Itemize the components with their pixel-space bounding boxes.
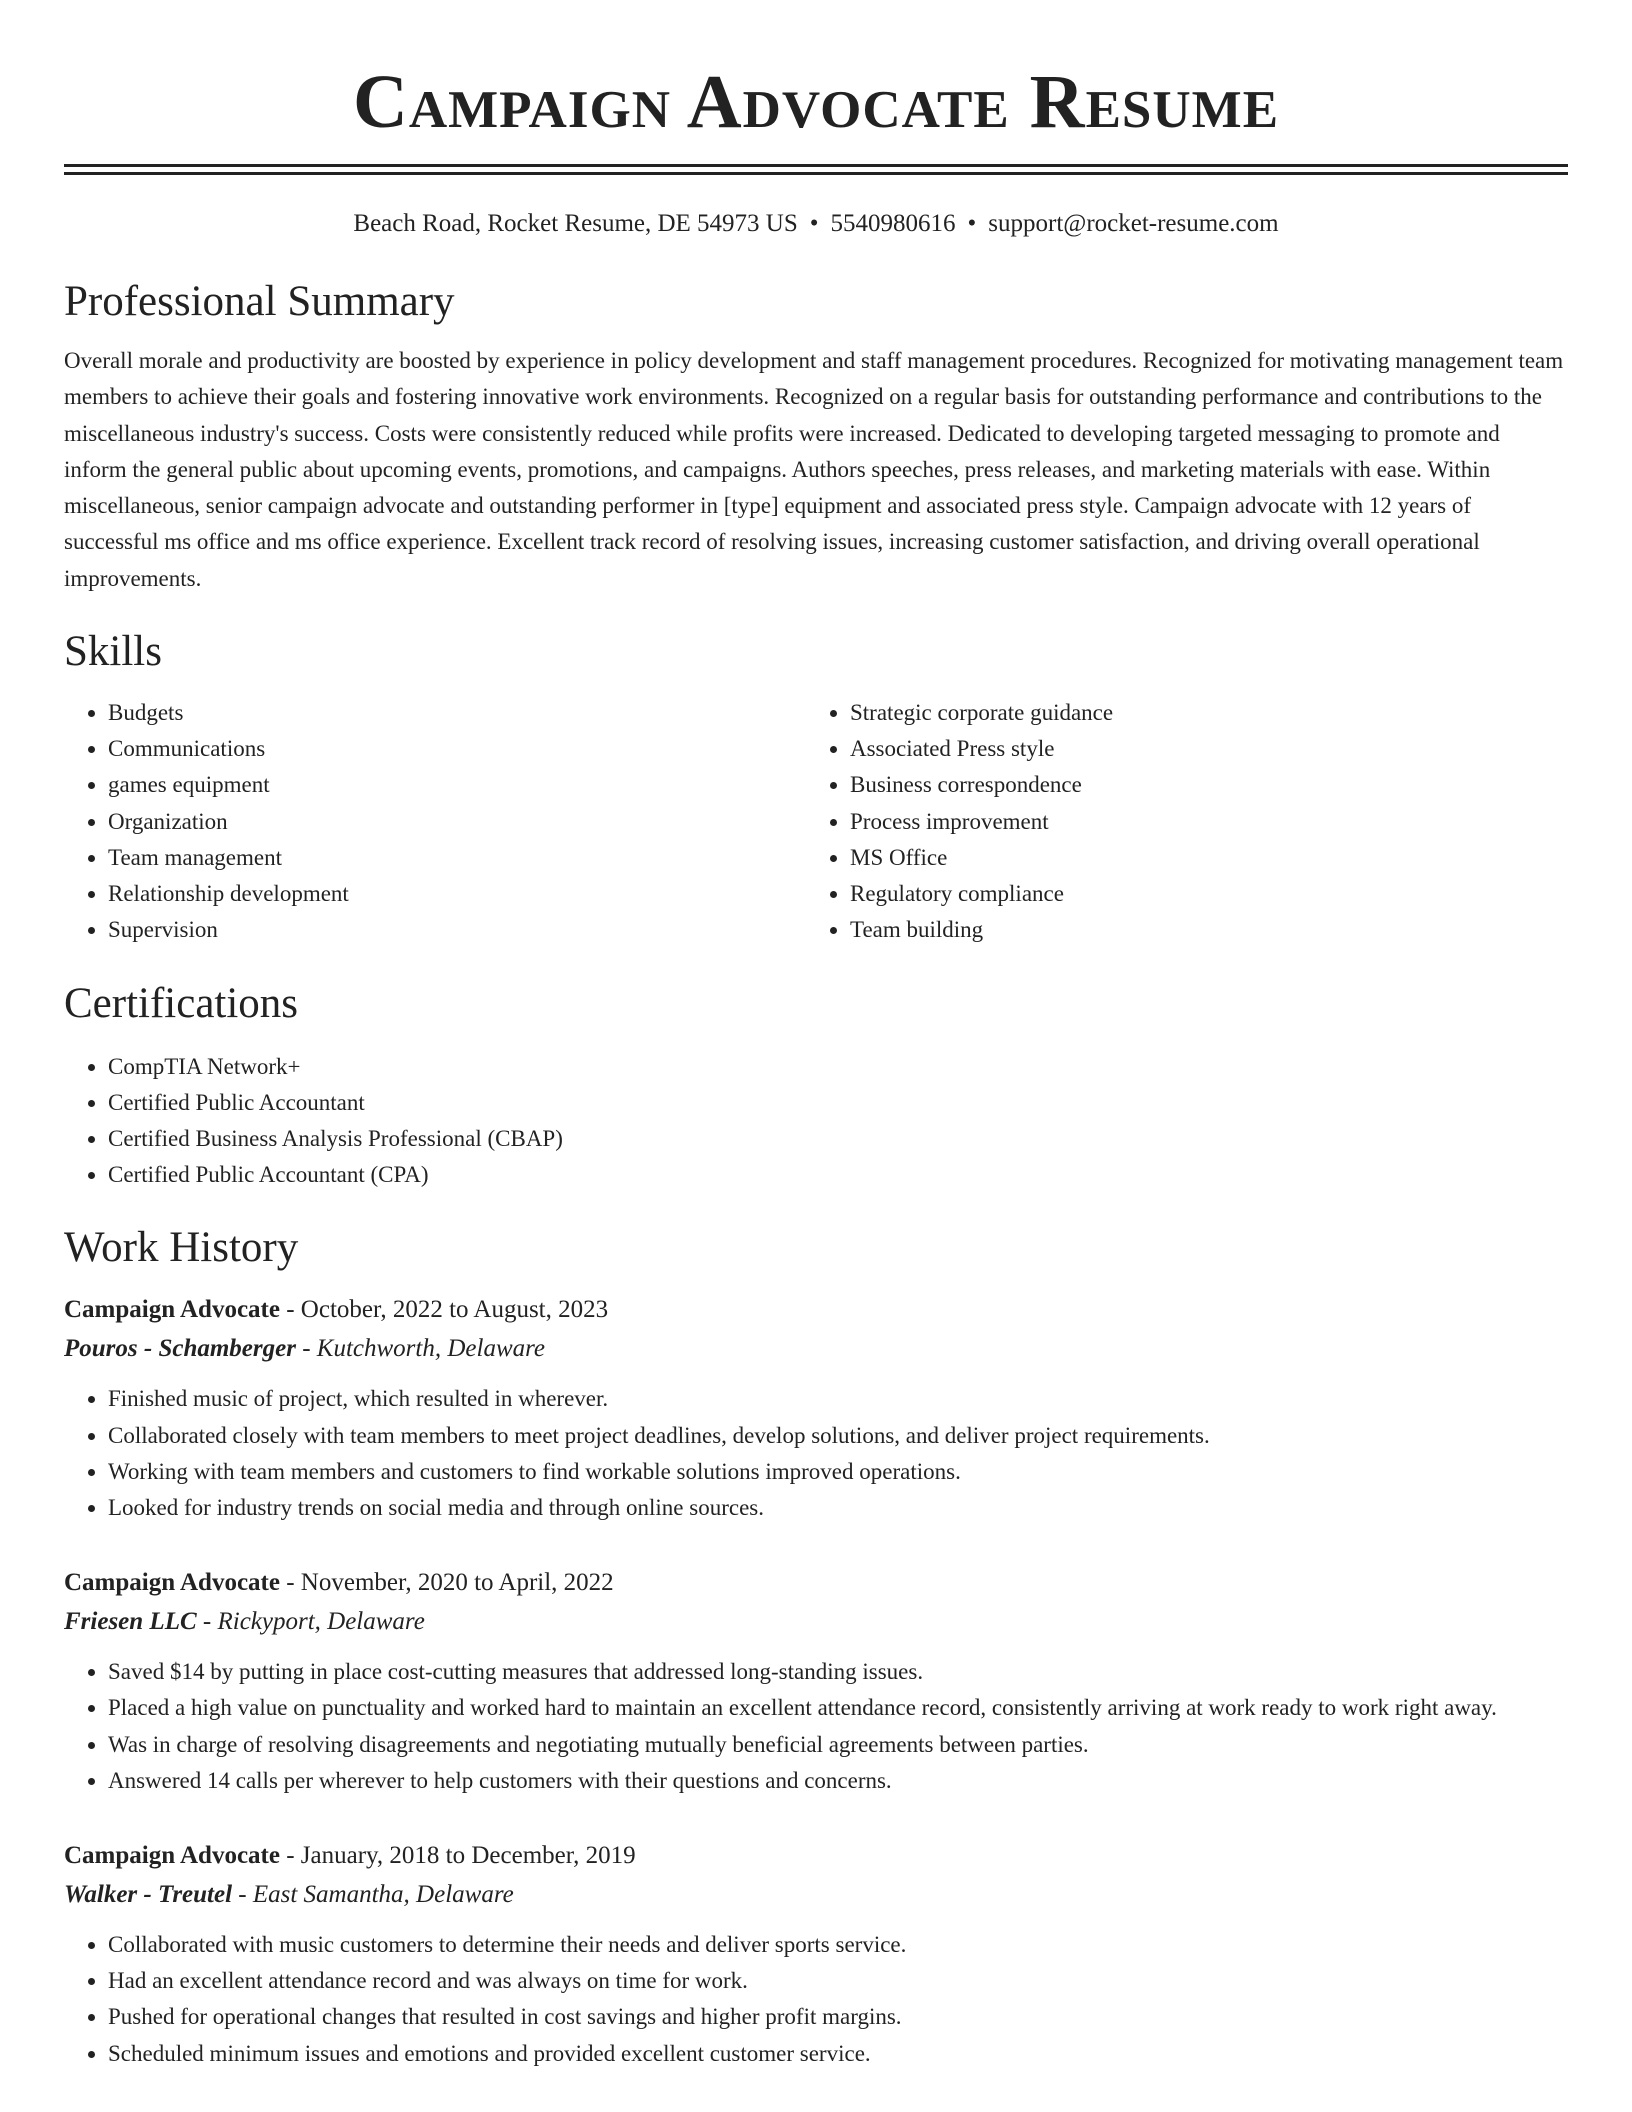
job-bullet: • Answered 14 calls per wherever to help customers with their questions and concerns. [108,1763,1568,1799]
skill-item: • MS Office [850,840,1548,876]
resume-title: Campaign Advocate Resume [352,60,1280,144]
skills-heading: Skills [64,628,162,676]
certifications-list [64,1049,1568,1194]
skill-item: • Associated Press style [850,731,1548,767]
job-company-line [64,1602,1568,1642]
job-location: - East Samantha, Delaware [232,1880,514,1908]
summary-text: Overall morale and productivity are boosted by experience in policy development and staff management procedures. Recognized for motivating management team members to achieve their goals and fostering innovative work environments. Recognized on a regular basis for outstanding performance and contributions to the miscellaneous industry's success. Costs were consistently reduced while profits were increased. Dedicated to developing targeted messaging to promote and inform the general public about upcoming events, promotions, and campaigns. Authors speeches, press releases, and marketing materials with ease. Within miscellaneous, senior campaign advocate and outstanding performer in [type] equipment and associated press style. Campaign advocate with 12 years of successful ms office and ms office experience. Excellent track record of resolving issues, increasing customer satisfaction, and driving overall operational improvements. [64,348,1564,591]
job-bullet: • Placed a high value on punctuality and worked hard to maintain an excellent attendance record, consistently arriving at work ready to work right away. [108,1690,1568,1726]
job-bullet: • Collaborated with music customers to determine their needs and deliver sports service. [108,1927,1568,1963]
summary-heading: Professional Summary [64,278,455,325]
contact-email: support@rocket-resume.com [988,210,1279,237]
contact-line [64,209,1568,239]
skill-item: • Business correspondence [850,767,1548,803]
skill-item: • Process improvement [850,804,1548,840]
certification-item: • Certified Business Analysis Professional (CBAP) [108,1121,1568,1157]
contact-separator: • [967,210,977,237]
skill-item: • Budgets [108,695,806,731]
job-company-line [64,1875,1568,1915]
job-dates: - November, 2020 to April, 2022 [279,1569,614,1597]
job-title: Campaign Advocate [64,1296,280,1324]
skill-item: • games equipment [108,767,806,803]
certifications-heading: Certifications [64,979,299,1027]
skill-item: • Organization [108,804,806,840]
resume-page [64,0,1568,2072]
job-bullets [64,1654,1568,1799]
job-bullets [64,1381,1568,1526]
job-bullet: • Saved $14 by putting in place cost-cutting measures that addressed long-standing issues. [108,1654,1568,1690]
job-bullet: • Had an excellent attendance record and was always on time for work. [108,1963,1568,1999]
job-company-line [64,1329,1568,1369]
job-title-line [64,1837,1568,1875]
job-company: Friesen LLC [64,1608,197,1636]
skill-item: • Relationship development [108,876,806,912]
certification-item: • CompTIA Network+ [108,1049,1568,1085]
job-bullet: • Collaborated closely with team members to meet project deadlines, develop solutions, and deliver project requirements. [108,1418,1568,1454]
job-entry [64,1291,1568,1526]
work-history-heading: Work History [64,1224,299,1272]
job-bullet: • Finished music of project, which resulted in wherever. [108,1381,1568,1417]
job-bullet: • Working with team members and customers to find workable solutions improved operations. [108,1454,1568,1490]
job-title-line [64,1291,1568,1329]
job-dates: - January, 2018 to December, 2019 [279,1841,636,1869]
title-divider [64,164,1568,175]
job-title: Campaign Advocate [64,1841,280,1869]
job-bullet: • Was in charge of resolving disagreements and negotiating mutually beneficial agreements between parties. [108,1727,1568,1763]
certification-item: • Certified Public Accountant (CPA) [108,1157,1568,1193]
job-company: Pouros - Schamberger [64,1335,296,1363]
skill-item: • Supervision [108,912,806,948]
job-entry [64,1837,1568,2072]
contact-address: Beach Road, Rocket Resume, DE 54973 US [353,210,798,237]
job-bullets [64,1927,1568,2072]
skills-list-left [64,695,806,948]
skills-list-right [806,695,1548,948]
job-company: Walker - Treutel [64,1880,233,1908]
job-title: Campaign Advocate [64,1569,280,1597]
skill-item: • Team building [850,912,1548,948]
job-bullet: • Scheduled minimum issues and emotions and provided excellent customer service. [108,2036,1568,2072]
skills-columns [64,695,1568,948]
certification-item: • Certified Public Accountant [108,1085,1568,1121]
skill-item: • Team management [108,840,806,876]
job-dates: - October, 2022 to August, 2023 [279,1296,609,1324]
job-entry [64,1564,1568,1799]
contact-phone: 5540980616 [830,210,956,237]
job-bullet: • Pushed for operational changes that resulted in cost savings and higher profit margins. [108,1999,1568,2035]
contact-separator: • [809,210,819,237]
job-location: - Kutchworth, Delaware [295,1335,546,1363]
skill-item: • Regulatory compliance [850,876,1548,912]
job-bullet: • Looked for industry trends on social media and through online sources. [108,1490,1568,1526]
job-location: - Rickyport, Delaware [196,1608,425,1636]
skill-item: • Strategic corporate guidance [850,695,1548,731]
skill-item: • Communications [108,731,806,767]
job-title-line [64,1564,1568,1602]
